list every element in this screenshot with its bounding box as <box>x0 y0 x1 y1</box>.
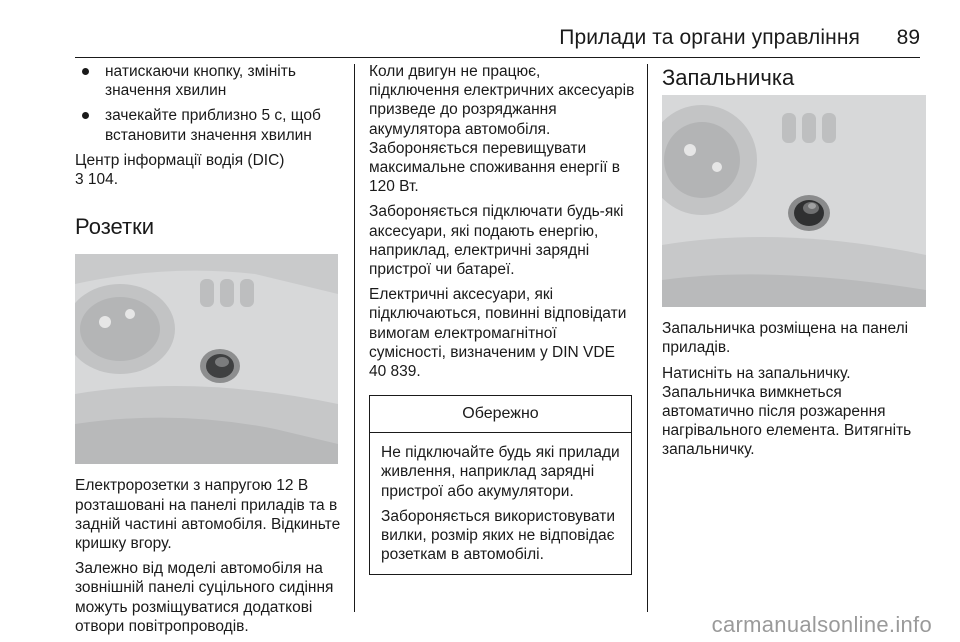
section-title-sockets: Розетки <box>75 214 155 240</box>
dic-reference-link[interactable]: 3 104. <box>75 171 119 189</box>
bullet-item: натискаючи кнопку, змініть значення хвилин <box>75 62 341 100</box>
column-divider-left <box>354 64 355 612</box>
caution-text: Забороняється використовувати вилки, розмір яких не відповідає розеткам в автомобілі. <box>381 507 615 564</box>
caution-text: Не підключайте будь які прилади живлення, наприклад зарядні пристрої або акумулятори. <box>381 444 620 500</box>
battery-warning-text: Коли двигун не працює, підключення електричних аксесуарів призведе до розряджання акумулятора автомобіля. Забороняється перевищувати максимальне споживання енергії в 120 Вт. <box>369 63 635 196</box>
caution-box <box>369 395 632 575</box>
cigarette-lighter-illustration <box>662 95 926 307</box>
power-socket-figure <box>75 254 338 464</box>
bullet-item: зачекайте приблизно 5 с, щоб встановити значення хвилин <box>75 106 341 144</box>
watermark: carmanualsonline.info <box>711 612 932 637</box>
right-column <box>662 62 928 466</box>
dic-reference-label: Центр інформації водія (DIC) <box>75 151 285 169</box>
middle-column <box>369 62 635 575</box>
socket-extra-info: Залежно від моделі автомобіля на зовнішній панелі суцільного сидіння можуть розміщуватися додаткові отвори повітропроводів. <box>75 560 334 635</box>
page-number: 89 <box>896 26 920 49</box>
page-header <box>0 0 960 58</box>
section-title-lighter: Запальничка <box>662 65 795 90</box>
power-socket-illustration <box>75 254 338 464</box>
header-title: Прилади та органи управління <box>559 26 860 49</box>
caution-title: Обережно <box>370 396 631 433</box>
column-divider-right <box>647 64 648 612</box>
lighter-usage-text: Натисніть на запальничку. Запальничка вимкнеться автоматично після розжарення нагрівального елемента. Витягніть запальничку. <box>662 364 912 459</box>
left-column <box>75 62 341 642</box>
emc-requirement-text: Електричні аксесуари, які підключаються, повинні відповідати вимогам електромагнітної сумісності, визначеним у DIN VDE 40 839. <box>369 286 627 381</box>
accessory-restriction-text: Забороняється підключати будь-які аксесуари, які подають енергію, наприклад, електричні зарядні пристрої чи батареї. <box>369 203 624 279</box>
lighter-location-text: Запальничка розміщена на панелі приладів. <box>662 320 909 357</box>
cigarette-lighter-figure <box>662 95 926 307</box>
header-divider <box>75 57 920 58</box>
socket-description: Електророзетки з напругою 12 В розташовані на панелі приладів та в задній частині автомобіля. Відкиньте кришку вгору. <box>75 477 341 553</box>
